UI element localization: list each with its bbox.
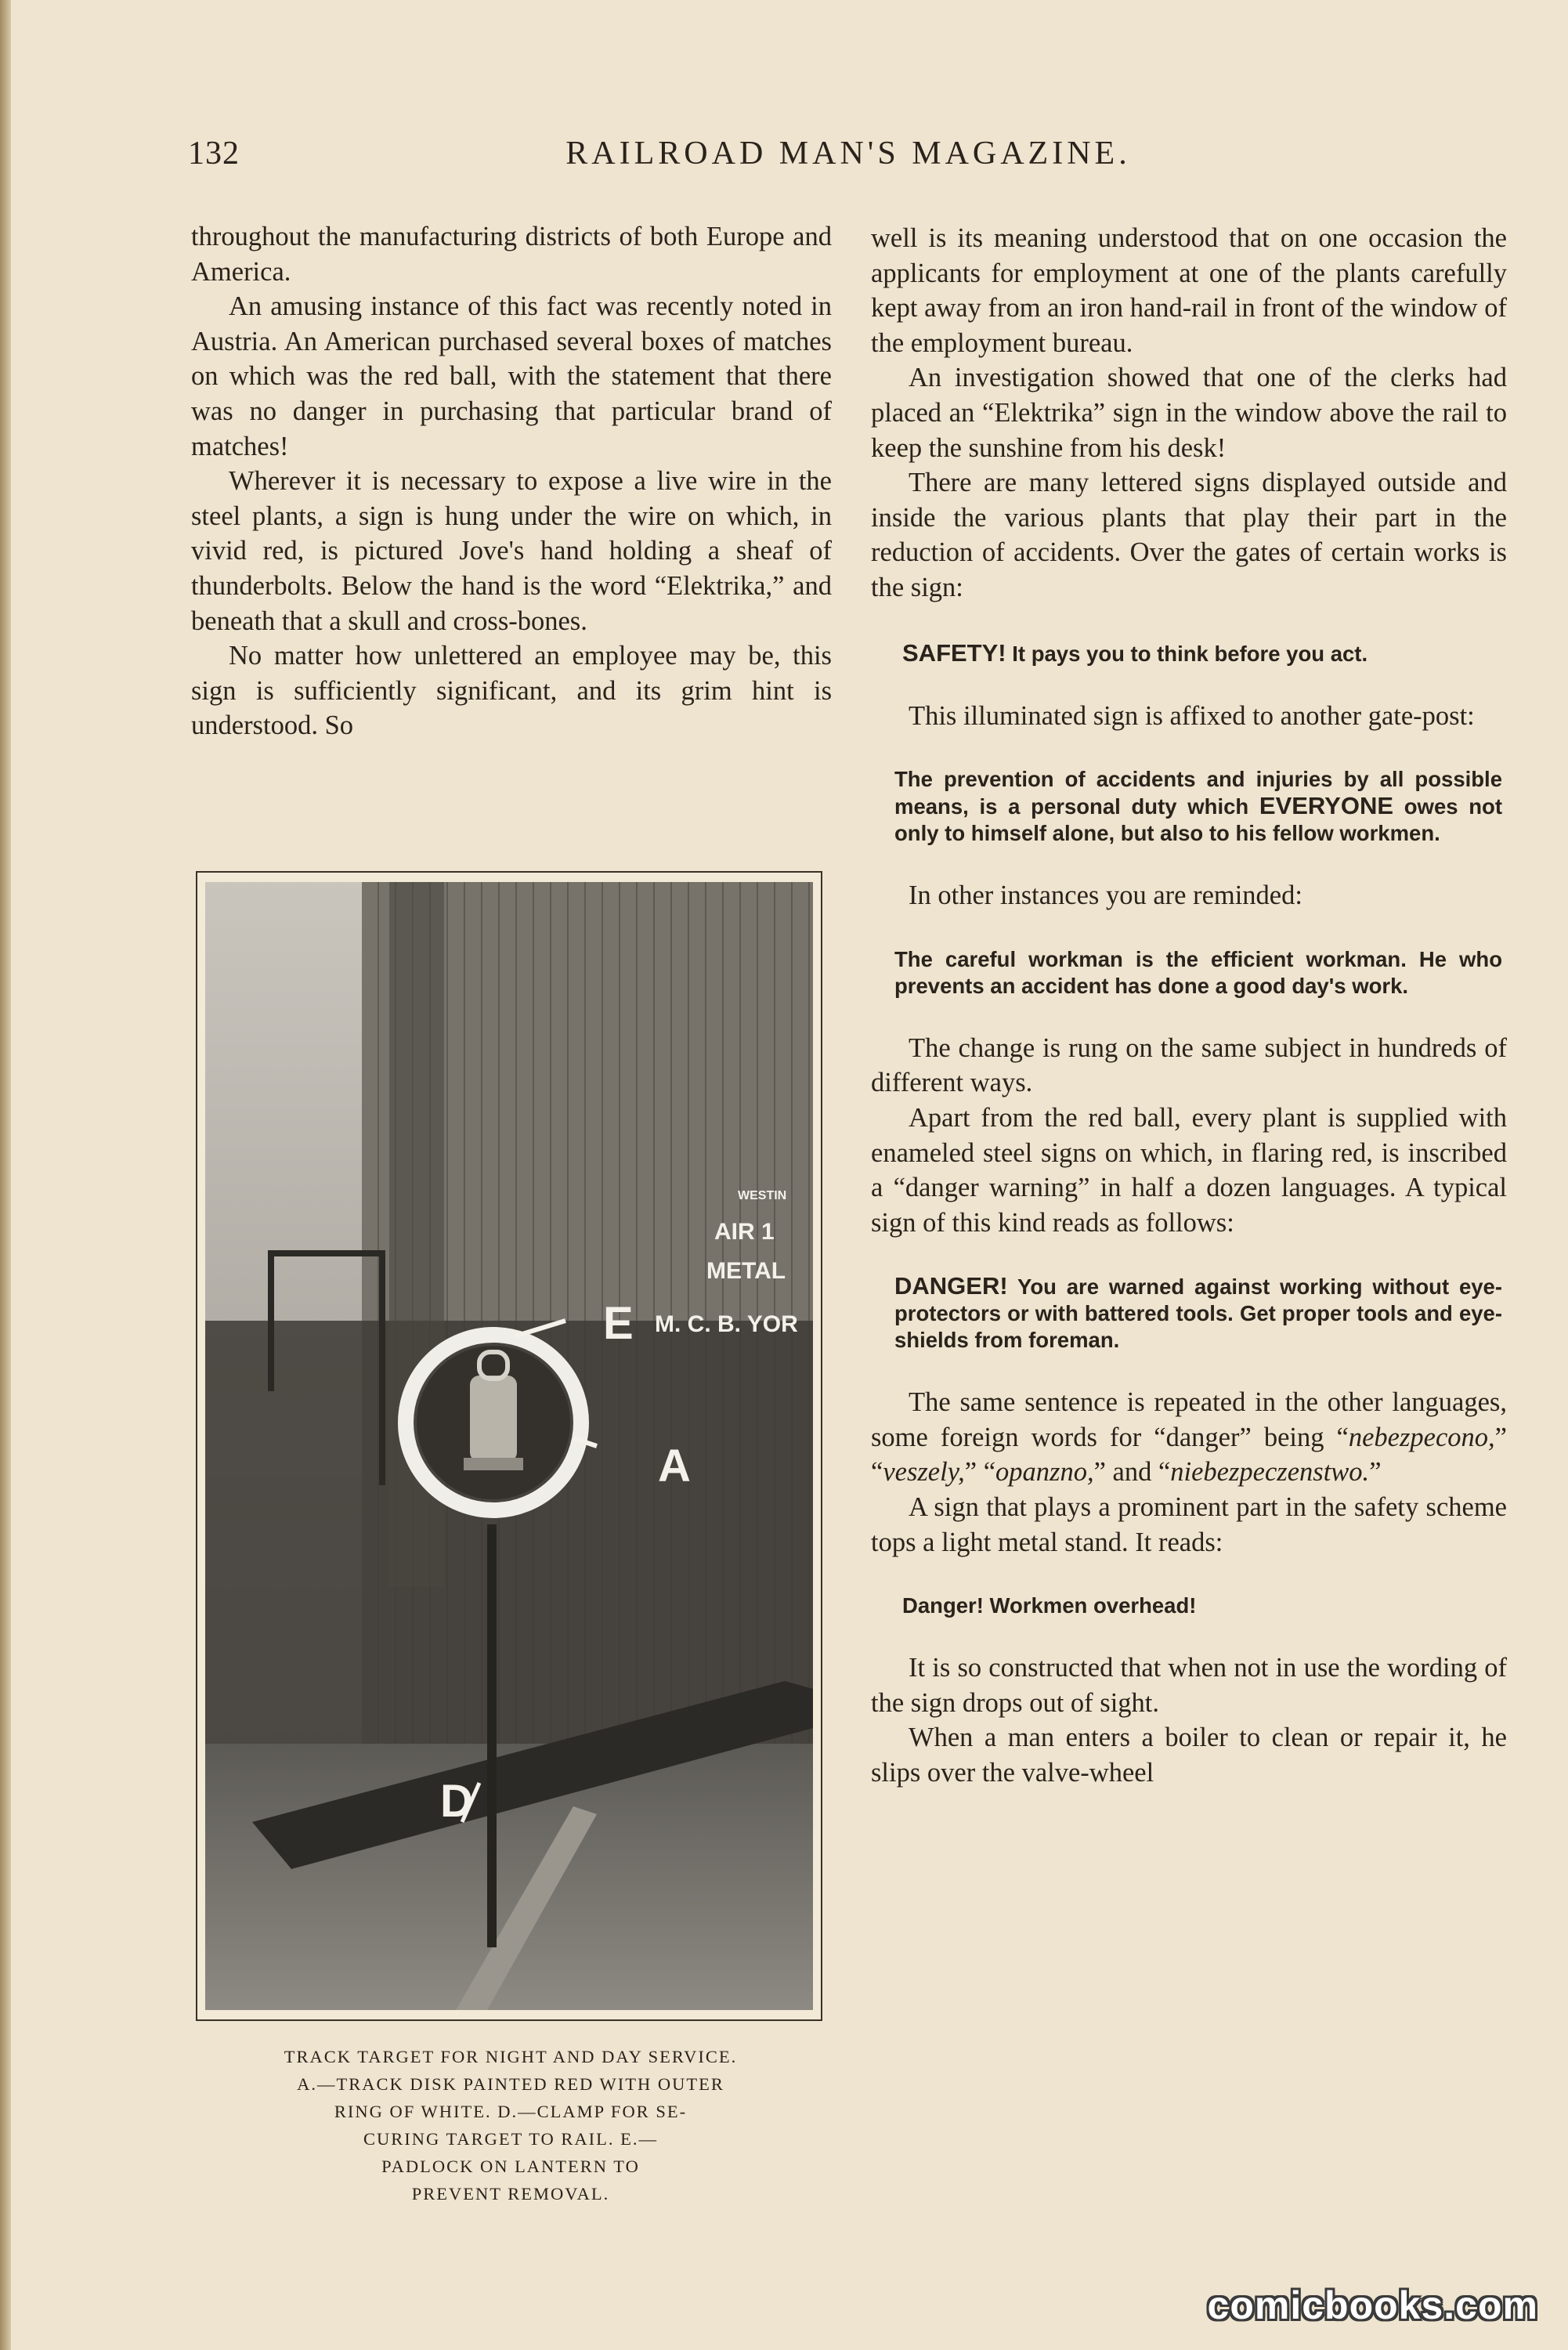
caption-line: CURING TARGET TO RAIL. E.— xyxy=(363,2129,659,2149)
notice-text: owes not only to himself alone, but also to his fellow workmen. xyxy=(894,794,1502,846)
car-lettering: WESTIN xyxy=(738,1189,787,1202)
notice-lead: EVERYONE xyxy=(1259,792,1394,820)
page-number: 132 xyxy=(188,136,240,172)
notice-danger xyxy=(871,1273,1507,1354)
body-paragraph: There are many lettered signs displayed outside and inside the various plants that play their part in the reduction of accidents. Over the gates of certain works is the sign: xyxy=(871,468,1507,602)
left-column xyxy=(191,219,832,743)
notice-text: You are warned against working without eye-protectors or with battered tools. Get proper tools and eye-shields from foreman. xyxy=(894,1274,1502,1353)
body-paragraph: In other instances you are reminded: xyxy=(909,880,1302,911)
body-paragraph: A sign that plays a prominent part in the safety scheme tops a light metal stand. It reads: xyxy=(871,1492,1507,1557)
caption-line: PREVENT REMOVAL. xyxy=(411,2184,610,2204)
foreign-word: opanzno, xyxy=(995,1457,1094,1488)
car-lettering: AIR 1 xyxy=(714,1219,775,1245)
body-paragraph: well is its meaning understood that on one occasion the applicants for employment at one of the plants carefully kept away from an iron hand-rail in front of the window of the employment bureau. xyxy=(871,223,1507,358)
figure-caption xyxy=(205,2043,816,2207)
foreign-word: nebezpecono, xyxy=(1348,1422,1495,1452)
figure-frame xyxy=(196,871,822,2021)
label-d: D xyxy=(440,1776,473,1827)
foreign-word: niebezpeczenstwo. xyxy=(1170,1457,1370,1488)
body-paragraph: Wherever it is necessary to expose a live wire in the steel plants, a sign is hung under the wire on which, in vivid red, is pictured Jove's hand holding a sheaf of thunderbolts. Below the hand is the word “Elektrika,” and beneath that a skull and cross-bones. xyxy=(191,466,832,636)
car-lettering: M. C. B. YOR xyxy=(655,1311,798,1337)
text-run: ” “ xyxy=(964,1457,996,1488)
car-lettering: METAL xyxy=(706,1258,786,1284)
caption-line: RING OF WHITE. D.—CLAMP FOR SE- xyxy=(334,2102,688,2121)
notice-prevention xyxy=(871,766,1507,847)
caption-line: PADLOCK ON LANTERN TO xyxy=(381,2157,640,2176)
body-paragraph: When a man enters a boiler to clean or repair it, he slips over the valve-wheel xyxy=(871,1723,1507,1788)
caption-line: A.—TRACK DISK PAINTED RED WITH OUTER xyxy=(297,2074,724,2094)
body-paragraph: An amusing instance of this fact was recently noted in Austria. An American purchased several boxes of matches on which was the red ball, with the statement that there was no danger in purchasing that particular brand of matches! xyxy=(191,291,832,461)
right-column xyxy=(871,221,1507,1791)
text-run: ” “ xyxy=(871,1422,1507,1488)
body-paragraph xyxy=(871,1385,1507,1490)
body-paragraph: No matter how unlettered an employee may be, this sign is sufficiently significant, and its grim hint is understood. So xyxy=(191,641,832,741)
body-paragraph: Apart from the red ball, every plant is supplied with enameled steel signs on which, in flaring red, is inscribed a “danger warning” in half a dozen languages. A typical sign of this kind reads as follows: xyxy=(871,1102,1507,1238)
body-paragraph: An investigation showed that one of the clerks had placed an “Elektrika” sign in the window above the rail to keep the sunshine from his desk! xyxy=(871,363,1507,463)
notice-lead: DANGER! xyxy=(894,1272,1008,1300)
caption-line: TRACK TARGET FOR NIGHT AND DAY SERVICE. xyxy=(284,2047,738,2066)
notice-text: The prevention of accidents and injuries by all possible means, is a personal duty which xyxy=(894,767,1502,819)
notice-lead: SAFETY! xyxy=(902,638,1006,667)
label-a: A xyxy=(658,1441,691,1491)
notice-safety xyxy=(871,640,1507,667)
notice-overhead: Danger! Workmen overhead! xyxy=(902,1593,1197,1618)
page-header xyxy=(188,135,1508,190)
notice-text: It pays you to think before you act. xyxy=(1006,641,1368,666)
body-paragraph: This illuminated sign is affixed to another gate-post: xyxy=(909,700,1475,731)
photo-illustration xyxy=(205,882,813,2010)
text-run: ” xyxy=(1369,1457,1382,1488)
foreign-word: veszely, xyxy=(883,1457,965,1488)
text-run: The same sentence is repeated in the other languages, some foreign words for “danger” being “ xyxy=(871,1387,1507,1452)
body-paragraph: It is so constructed that when not in use the wording of the sign drops out of sight. xyxy=(871,1653,1507,1718)
watermark-logo: comicbooks.com xyxy=(1207,2283,1538,2327)
text-run: ” and “ xyxy=(1093,1457,1171,1488)
label-e: E xyxy=(603,1298,634,1349)
body-paragraph: The change is rung on the same subject in hundreds of different ways. xyxy=(871,1032,1507,1098)
track-target-photo xyxy=(205,882,813,2010)
notice-careful: The careful workman is the efficient workman. He who prevents an accident has done a good day's work. xyxy=(894,946,1502,998)
page-binding-edge xyxy=(0,0,11,2350)
running-head: RAILROAD MAN'S MAGAZINE. xyxy=(565,136,1131,172)
body-paragraph: throughout the manufacturing districts of both Europe and America. xyxy=(191,222,832,287)
